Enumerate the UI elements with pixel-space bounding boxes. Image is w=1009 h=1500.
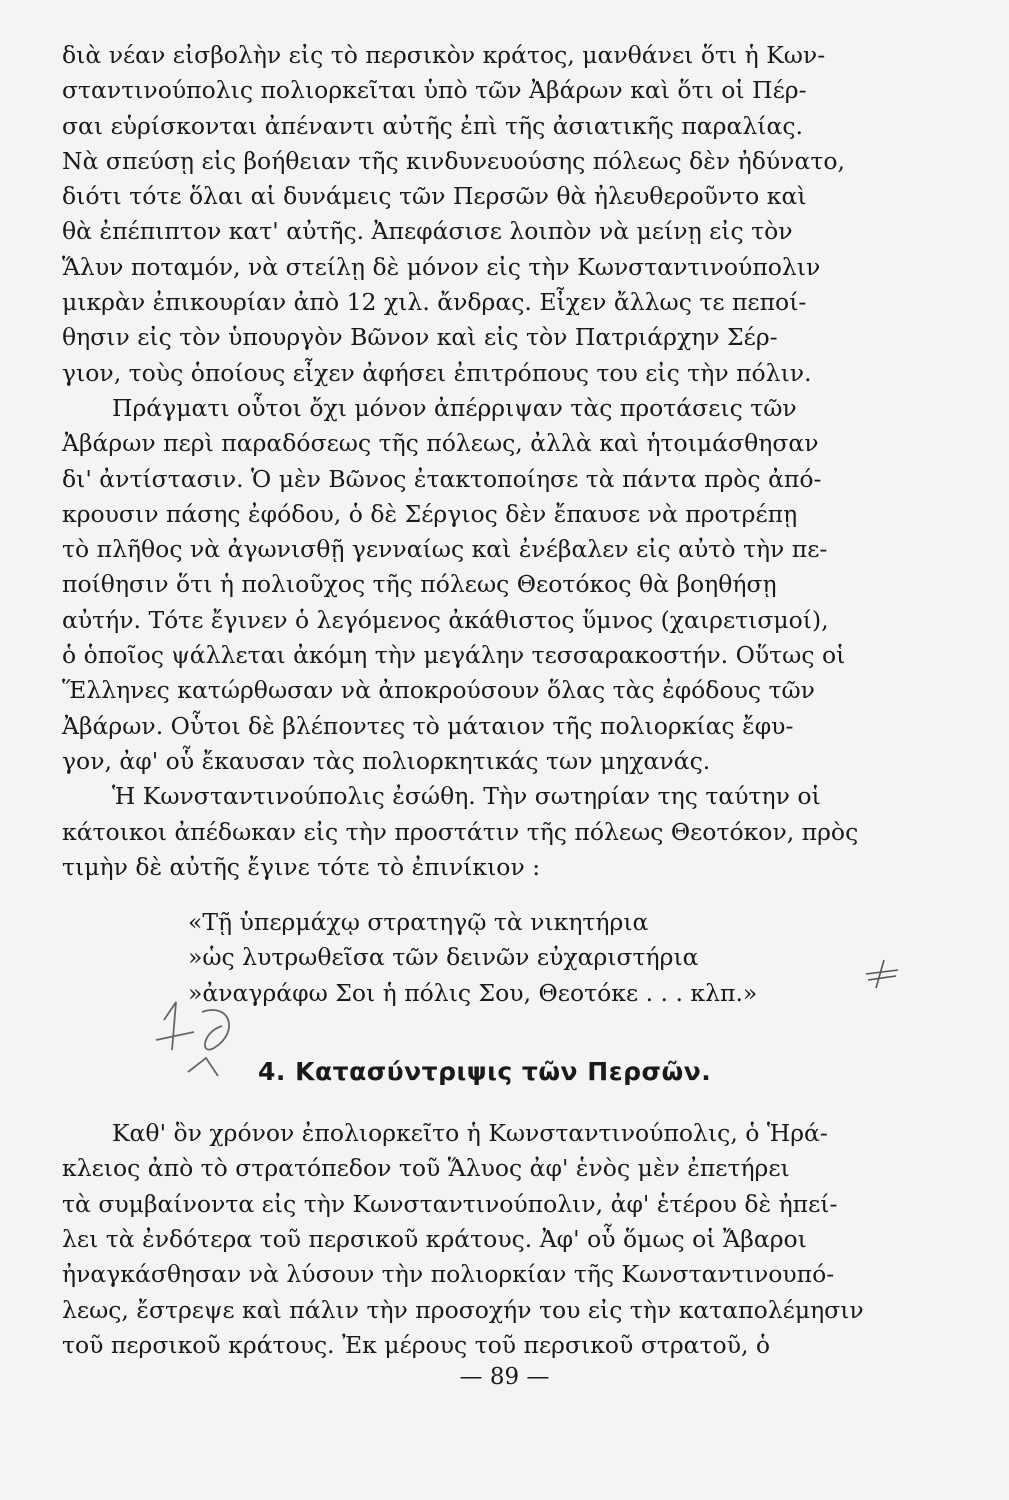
text-line: θὰ ἐπέπιπτον κατ' αὐτῆς. Ἀπεφάσισε λοιπὸν νὰ μείνῃ εἰς τὸν bbox=[62, 217, 793, 246]
page-number: — 89 — bbox=[459, 1364, 550, 1390]
text-line: δι' ἀντίστασιν. Ὁ μὲν Βῶνος ἐτακτοποίησε τὰ πάντα πρὸς ἀπό- bbox=[62, 464, 822, 493]
text-line: Πράγματι οὗτοι ὄχι μόνον ἀπέρριψαν τὰς προτάσεις τῶν bbox=[112, 393, 797, 422]
text-line: κρουσιν πάσης ἐφόδου, ὁ δὲ Σέργιος δὲν ἔπαυσε νὰ προτρέπῃ bbox=[62, 499, 798, 528]
text-line: μικρὰν ἐπικουρίαν ἀπὸ 12 χιλ. ἄνδρας. Εἶχεν ἄλλως τε πεποί- bbox=[62, 288, 807, 317]
text-line: τὰ συμβαίνοντα εἰς τὴν Κωνσταντινούπολιν, ἀφ' ἑτέρου δὲ ἠπεί- bbox=[62, 1189, 838, 1218]
text-line: ἠναγκάσθησαν νὰ λύσουν τὴν πολιορκίαν τῆς Κωνσταντινουπό- bbox=[62, 1260, 835, 1289]
text-line: λει τὰ ἐνδότερα τοῦ περσικοῦ κράτους. Ἀφ' οὗ ὅμως οἱ Ἄβαροι bbox=[62, 1224, 807, 1253]
text-line: Ἀβάρων περὶ παραδόσεως τῆς πόλεως, ἀλλὰ καὶ ἡτοιμάσθησαν bbox=[62, 429, 819, 458]
text-line: κλειος ἀπὸ τὸ στρατόπεδον τοῦ Ἅλυος ἀφ' ἑνὸς μὲν ἐπετήρει bbox=[62, 1154, 790, 1183]
text-line: Ἡ Κωνσταντινούπολις ἐσώθη. Τὴν σωτηρίαν της ταύτην οἱ bbox=[112, 782, 821, 811]
hymn-quote bbox=[188, 905, 909, 1011]
text-line: τιμὴν δὲ αὐτῆς ἔγινε τότε τὸ ἐπινίκιον : bbox=[62, 852, 541, 881]
text-line: σαι εὑρίσκονται ἀπέναντι αὐτῆς ἐπὶ τῆς ἀσιατικῆς παραλίας. bbox=[62, 111, 803, 140]
hymn-line: «Τῇ ὑπερμάχῳ στρατηγῷ τὰ νικητήρια bbox=[188, 908, 649, 937]
section-heading: 4. Κατασύντριψις τῶν Περσῶν. bbox=[258, 1057, 712, 1087]
text-line: διότι τότε ὅλαι αἱ δυνάμεις τῶν Περσῶν θὰ ἠλευθεροῦντο καὶ bbox=[62, 182, 807, 211]
text-line: τὸ πλῆθος νὰ ἀγωνισθῇ γενναίως καὶ ἐνέβαλεν εἰς αὐτὸ τὴν πε- bbox=[62, 535, 828, 564]
text-line: γιον, τοὺς ὁποίους εἶχεν ἀφήσει ἐπιτρόπους του εἰς τὴν πόλιν. bbox=[62, 358, 812, 387]
text-line: γον, ἀφ' οὗ ἔκαυσαν τὰς πολιορκητικάς των μηχανάς. bbox=[62, 746, 711, 775]
text-line: Καθ' ὃν χρόνον ἐπολιορκεῖτο ἡ Κωνσταντινούπολις, ὁ Ἡρά- bbox=[112, 1119, 828, 1148]
text-line: σταντινούπολις πολιορκεῖται ὑπὸ τῶν Ἀβάρων καὶ ὅτι οἱ Πέρ- bbox=[62, 76, 807, 105]
text-line: λεως, ἔστρεψε καὶ πάλιν τὴν προσοχήν του εἰς τὴν καταπολέμησιν bbox=[62, 1295, 864, 1324]
text-line: Ἀβάρων. Οὗτοι δὲ βλέποντες τὸ μάταιον τῆς πολιορκίας ἔφυ- bbox=[62, 711, 794, 740]
hymn-line: »ὡς λυτρωθεῖσα τῶν δεινῶν εὐχαριστήρια bbox=[188, 943, 699, 972]
text-line: Ἅλυν ποταμόν, νὰ στείλῃ δὲ μόνον εἰς τὴν Κωνσταντινούπολιν bbox=[62, 252, 821, 281]
paragraph-1 bbox=[62, 38, 909, 391]
text-line: θησιν εἰς τὸν ὑπουργὸν Βῶνον καὶ εἰς τὸν Πατριάρχην Σέρ- bbox=[62, 323, 778, 352]
paragraph-2 bbox=[62, 391, 909, 779]
paragraph-4 bbox=[62, 1116, 909, 1363]
text-line: ὁ ὁποῖος ψάλλεται ἀκόμη τὴν μεγάλην τεσσαρακοστήν. Οὕτως οἱ bbox=[62, 641, 846, 670]
text-line: αὐτήν. Τότε ἔγινεν ὁ λεγόμενος ἀκάθιστος ὕμνος (χαιρετισμοί), bbox=[62, 605, 829, 634]
text-line: Νὰ σπεύσῃ εἰς βοήθειαν τῆς κινδυνευούσης πόλεως δὲν ἠδύνατο, bbox=[62, 146, 845, 175]
pencil-mark-icon bbox=[862, 958, 902, 990]
paragraph-3 bbox=[62, 779, 909, 885]
text-line: ποίθησιν ὅτι ἡ πολιοῦχος τῆς πόλεως Θεοτόκος θὰ βοηθήσῃ bbox=[62, 570, 777, 599]
text-line: τοῦ περσικοῦ κράτους. Ἐκ μέρους τοῦ περσικοῦ στρατοῦ, ὁ bbox=[62, 1330, 771, 1359]
text-line: Ἕλληνες κατώρθωσαν νὰ ἀποκρούσουν ὅλας τὰς ἐφόδους τῶν bbox=[62, 676, 815, 705]
text-line: διὰ νέαν εἰσβολὴν εἰς τὸ περσικὸν κράτος, μανθάνει ὅτι ἡ Κων- bbox=[62, 41, 826, 69]
text-line: κάτοικοι ἀπέδωκαν εἰς τὴν προστάτιν τῆς πόλεως Θεοτόκον, πρὸς bbox=[62, 817, 859, 846]
pencil-scribble-icon bbox=[142, 992, 252, 1084]
hymn-line: »ἀναγράφω Σοι ἡ πόλις Σου, Θεοτόκε . . . κλπ.» bbox=[188, 978, 758, 1007]
